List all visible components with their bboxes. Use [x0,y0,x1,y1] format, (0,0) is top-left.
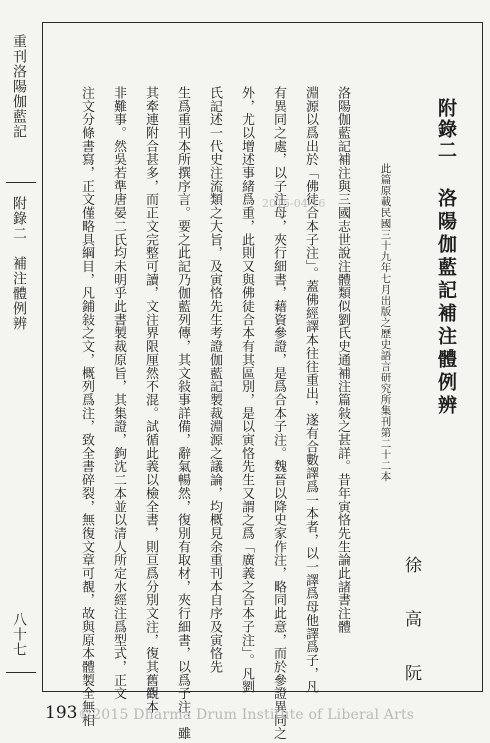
body-column-3: 有異同之處，以子注母，夾行細書，藉資參證，是爲合本子注。魏晉以降史家作注，略同此意，而於參證異同之 [271,86,286,741]
page-number: 193 [45,703,78,723]
body-column-8: 非難事。然吳若準唐晏二氏均未明乎此書製裁原旨，其集證，鉤沈二本並以清人所定水經注爲型式，正文 [111,86,126,701]
body-column-2: 淵源以爲出於「佛徒合本子注」。蓋佛經譯本往往重出，遂有合數譯爲一本者，以一譯爲母他譯爲子，凡 [303,86,318,694]
body-column-9: 注文分條書寫，正文僅略具綱目，凡鋪敍之文，概列爲注，致全書碎裂，無復文章可覩，故與原本體製全無相 [79,86,94,727]
appendix-label: 附錄二 [435,98,457,161]
running-header-section: 附錄二 補注體例辨 [11,196,27,331]
body-column-7: 其牽連附合甚多，而正文完整可讀，文注界限厘然不混。試循此義以檢全書，則亘爲分別文注，復其舊觀本 [143,86,158,714]
running-header-page-number: 八十七 [11,612,27,657]
running-header-rule [6,182,36,183]
running-header-bottom-rule [6,672,36,673]
body-column-1: 洛陽伽藍記補注與三國志世說注體類似劉氏史通補注篇敍之甚詳。昔年寅恪先生論此諸書注體 [335,86,350,634]
scan-watermark-date: 2015-04-16 [262,197,326,210]
running-header-book-title: 重刊洛陽伽藍記 [11,34,27,139]
body-column-6: 生爲重刊本所撰序言。要之此記乃伽藍列傳，其文敍事詳備，辭氣暢然，復別有取材，夾行細書，以爲子注，雖 [175,86,190,741]
copyright-watermark: ©2015 Dharma Drum Institute of Liberal Arts [78,707,415,723]
author-name: 徐 高 阮 [401,556,421,691]
body-column-5: 氏記述一代史注流類之大旨，及寅恪先生考證伽藍記製裁淵源之議論，均概見余重刊本自序及寅恪先 [207,86,222,674]
article-title: 洛陽伽藍記補注體例辨 [435,188,457,418]
source-note: 此篇原載民國三十九年七月出版之歷史語言研究所集刊第二十二本 [379,163,392,482]
body-column-4: 外，尤以增述事緒爲重，此則又與佛徒合本有其區別，是以寅恪先生又謂之爲「廣義之合本子注」。凡劉 [239,86,254,694]
